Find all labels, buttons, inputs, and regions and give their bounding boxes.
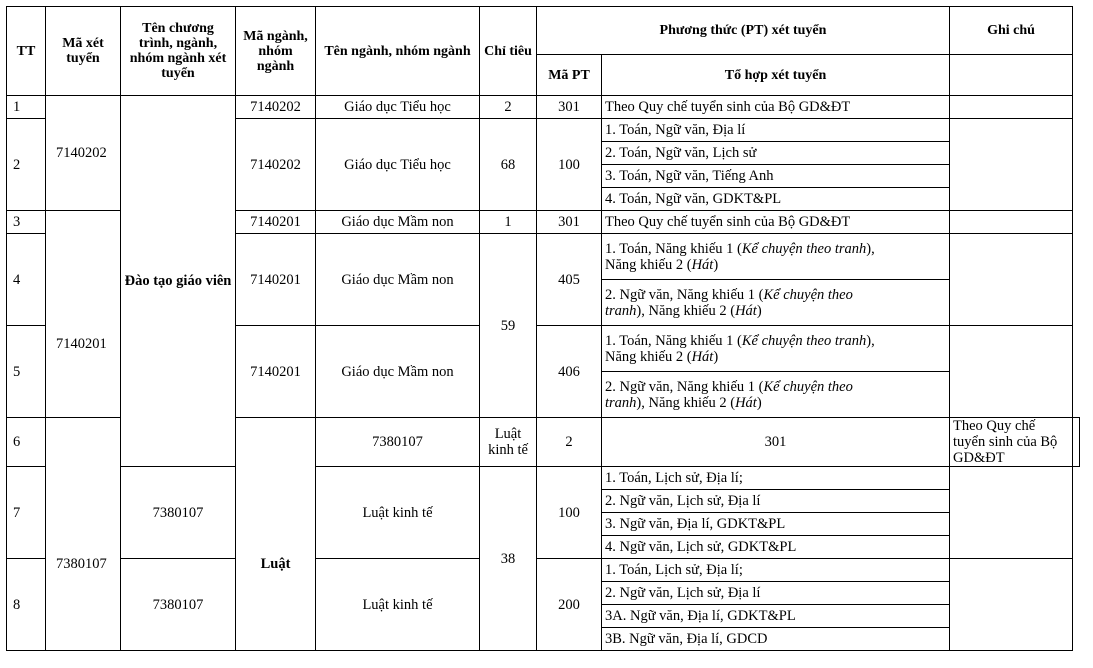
cell-group-luat: Luật	[236, 418, 316, 651]
cell-ten-nganh: Luật kinh tế	[316, 467, 480, 559]
cell-ma-pt: 301	[537, 211, 602, 234]
header-ghi-chu: Ghi chú	[950, 7, 1073, 55]
to-hop-italic: tranh	[605, 302, 637, 319]
cell-ghi-chu	[950, 211, 1073, 234]
cell-to-hop: Theo Quy chế tuyển sinh của Bộ GD&ĐT	[602, 96, 950, 119]
cell-tt: 1	[7, 96, 46, 119]
cell-to-hop: 1. Toán, Lịch sử, Địa lí;	[602, 467, 950, 490]
to-hop-text: )	[713, 256, 719, 273]
cell-to-hop: 2. Toán, Ngữ văn, Lịch sử	[602, 142, 950, 165]
cell-ma-nganh: 7140202	[236, 96, 316, 119]
to-hop-italic: Kể chuyện theo	[763, 286, 853, 303]
cell-chi-tieu: 68	[480, 119, 537, 211]
cell-to-hop: 4. Toán, Ngữ văn, GDKT&PL	[602, 188, 950, 211]
to-hop-italic: tranh	[605, 394, 637, 411]
cell-to-hop: 3. Ngữ văn, Địa lí, GDKT&PL	[602, 513, 950, 536]
cell-ma-nganh: 7380107	[121, 467, 236, 559]
cell-ten-nganh: Giáo dục Mầm non	[316, 211, 480, 234]
to-hop-italic: Hát	[735, 302, 757, 319]
to-hop-italic: Hát	[691, 348, 714, 365]
cell-ma-xet-tuyen: 7380107	[46, 418, 121, 651]
cell-to-hop: 1. Toán, Ngữ văn, Địa lí	[602, 119, 950, 142]
cell-to-hop: 1. Toán, Lịch sử, Địa lí;	[602, 559, 950, 582]
to-hop-text: 2. Ngữ văn, Năng khiếu 1 (	[605, 378, 764, 395]
to-hop-italic: Hát	[735, 394, 757, 411]
cell-ma-nganh: 7140202	[236, 119, 316, 211]
cell-to-hop: Theo Quy chế tuyển sinh của Bộ GD&ĐT	[602, 211, 950, 234]
header-ten-nganh: Tên ngành, nhóm ngành	[316, 7, 480, 96]
cell-ten-nganh: Luật kinh tế	[316, 559, 480, 651]
admission-table-wrapper	[6, 6, 1080, 651]
cell-ghi-chu	[950, 467, 1073, 559]
cell-ten-nganh: Giáo dục Tiểu học	[316, 119, 480, 211]
to-hop-text: ),	[866, 332, 875, 349]
to-hop-text: Năng khiếu 2 (	[605, 256, 692, 273]
cell-to-hop	[602, 372, 950, 418]
cell-group-dao-tao-giao-vien: Đào tạo giáo viên	[121, 96, 236, 467]
cell-ghi-chu	[950, 119, 1073, 211]
to-hop-text: Năng khiếu 2 (	[605, 348, 692, 365]
cell-to-hop: 4. Ngữ văn, Lịch sử, GDKT&PL	[602, 536, 950, 559]
to-hop-text: 1. Toán, Năng khiếu 1 (	[605, 332, 742, 349]
cell-to-hop: 2. Ngữ văn, Lịch sử, Địa lí	[602, 582, 950, 605]
cell-ma-pt: 301	[602, 418, 950, 467]
cell-ma-xet-tuyen: 7140201	[46, 211, 121, 418]
cell-ma-pt: 406	[537, 326, 602, 418]
cell-ten-nganh: Giáo dục Mầm non	[316, 234, 480, 326]
cell-ghi-chu	[950, 96, 1073, 119]
header-ma-nganh: Mã ngành, nhóm ngành	[236, 7, 316, 96]
to-hop-text: ), Năng khiếu 2 (	[636, 394, 736, 411]
cell-chi-tieu: 59	[480, 234, 537, 418]
header-ten-chuong-trinh: Tên chương trình, ngành, nhóm ngành xét tuyển	[121, 7, 236, 96]
header-ma-xet-tuyen: Mã xét tuyển	[46, 7, 121, 96]
header-chi-tieu: Chỉ tiêu	[480, 7, 537, 96]
header-tt: TT	[7, 7, 46, 96]
to-hop-italic: Kể chuyện theo tranh	[741, 332, 867, 349]
cell-ten-nganh: Giáo dục Tiểu học	[316, 96, 480, 119]
cell-tt: 8	[7, 559, 46, 651]
cell-to-hop: 3A. Ngữ văn, Địa lí, GDKT&PL	[602, 605, 950, 628]
header-ghi-chu-empty	[950, 55, 1073, 96]
cell-tt: 5	[7, 326, 46, 418]
header-ma-pt: Mã PT	[537, 55, 602, 96]
to-hop-text: 1. Toán, Năng khiếu 1 (	[605, 240, 742, 257]
table-row	[7, 467, 1080, 490]
cell-tt: 4	[7, 234, 46, 326]
cell-to-hop	[602, 326, 950, 372]
cell-chi-tieu: 2	[537, 418, 602, 467]
to-hop-text: )	[756, 394, 762, 411]
cell-ghi-chu	[950, 559, 1073, 651]
to-hop-italic: Kể chuyện theo tranh	[741, 240, 867, 257]
cell-tt: 7	[7, 467, 46, 559]
to-hop-italic: Kể chuyện theo	[763, 378, 853, 395]
header-phuong-thuc: Phương thức (PT) xét tuyển	[537, 7, 950, 55]
cell-ghi-chu	[1073, 418, 1080, 467]
cell-ghi-chu	[950, 326, 1073, 418]
cell-ma-pt: 405	[537, 234, 602, 326]
cell-tt: 2	[7, 119, 46, 211]
cell-ma-nganh: 7380107	[121, 559, 236, 651]
cell-ma-pt: 100	[537, 467, 602, 559]
to-hop-text: ), Năng khiếu 2 (	[636, 302, 736, 319]
cell-tt: 6	[7, 418, 46, 467]
cell-to-hop: 3B. Ngữ văn, Địa lí, GDCD	[602, 628, 950, 651]
cell-to-hop	[602, 280, 950, 326]
cell-ma-pt: 301	[537, 96, 602, 119]
to-hop-text: ),	[866, 240, 875, 257]
cell-tt: 3	[7, 211, 46, 234]
cell-to-hop: 2. Ngữ văn, Lịch sử, Địa lí	[602, 490, 950, 513]
cell-ma-pt: 100	[537, 119, 602, 211]
cell-chi-tieu: 1	[480, 211, 537, 234]
header-row-1	[7, 7, 1080, 55]
cell-to-hop: Theo Quy chế tuyển sinh của Bộ GD&ĐT	[950, 418, 1073, 467]
cell-ten-nganh: Giáo dục Mầm non	[316, 326, 480, 418]
to-hop-text: )	[713, 348, 719, 365]
cell-ma-nganh: 7140201	[236, 234, 316, 326]
table-row	[7, 96, 1080, 119]
to-hop-italic: Hát	[691, 256, 714, 273]
cell-ma-pt: 200	[537, 559, 602, 651]
cell-ten-nganh: Luật kinh tế	[480, 418, 537, 467]
to-hop-text: )	[756, 302, 762, 319]
cell-ghi-chu	[950, 234, 1073, 326]
admission-table	[6, 6, 1080, 651]
cell-ma-nganh: 7380107	[316, 418, 480, 467]
table-row	[7, 559, 1080, 582]
cell-to-hop	[602, 234, 950, 280]
to-hop-text: 2. Ngữ văn, Năng khiếu 1 (	[605, 286, 764, 303]
cell-ma-nganh: 7140201	[236, 326, 316, 418]
cell-ma-xet-tuyen: 7140202	[46, 96, 121, 211]
cell-to-hop: 3. Toán, Ngữ văn, Tiếng Anh	[602, 165, 950, 188]
cell-chi-tieu: 38	[480, 467, 537, 651]
cell-chi-tieu: 2	[480, 96, 537, 119]
cell-ma-nganh: 7140201	[236, 211, 316, 234]
header-to-hop: Tổ hợp xét tuyển	[602, 55, 950, 96]
